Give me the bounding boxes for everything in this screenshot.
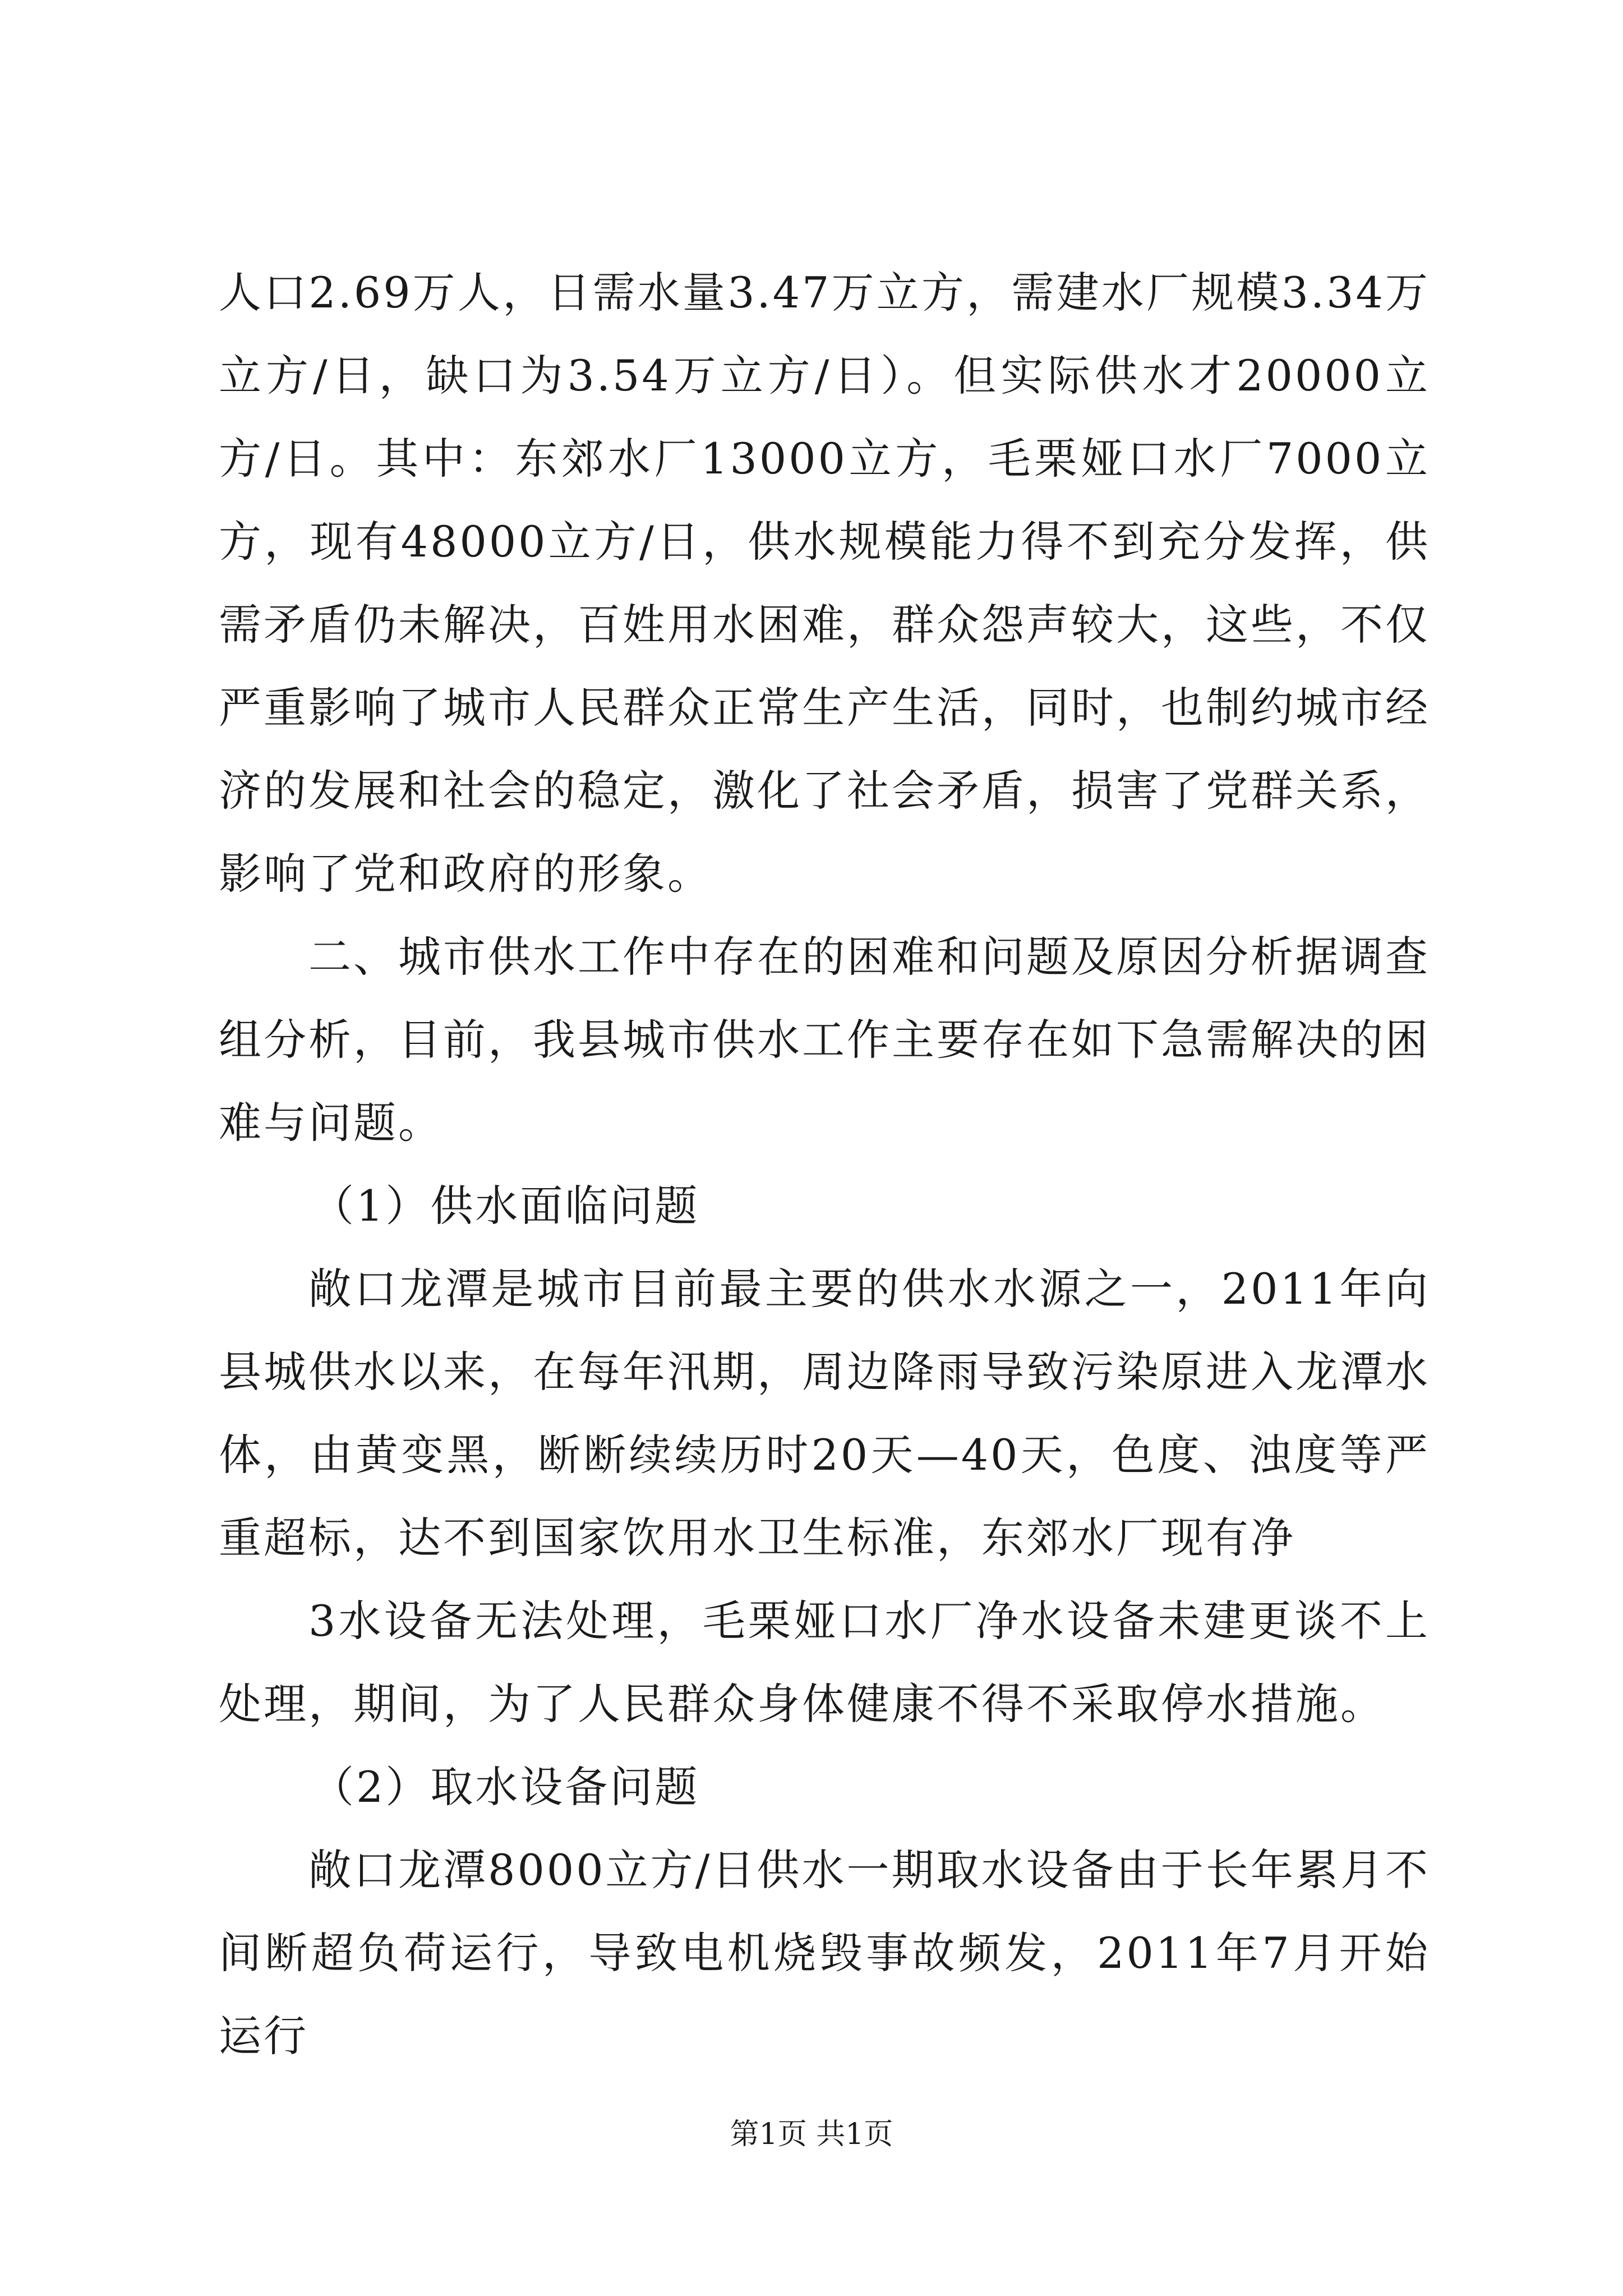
paragraph-section-two-heading: 二、城市供水工作中存在的困难和问题及原因分析据调查组分析，目前，我县城市供水工作主要存在如下急需解决的困难与问题。 (219, 932, 1430, 1148)
paragraph-longtan-pollution: 敞口龙潭是城市目前最主要的供水水源之一，2011年向县城供水以来，在每年汛期，周边降雨导致污染原进入龙潭水体，由黄变黑，断断续续历时20天—40天，色度、浊度等严重超标，达不到国家饮用水卫生标准，东郊水厂现有净 (219, 1264, 1430, 1563)
subheading-supply-problems: （1）供水面临问题 (311, 1181, 700, 1231)
subheading-intake-equipment: （2）取水设备问题 (311, 1762, 700, 1812)
document-body (219, 251, 1430, 2078)
page-footer: 第1页 共1页 (730, 2118, 893, 2151)
paragraph-intake-overload: 敞口龙潭8000立方/日供水一期取水设备由于长年累月不间断超负荷运行，导致电机烧毁事故频发，2011年7月开始运行 (219, 1845, 1430, 2061)
paragraph-treatment-equipment: 3水设备无法处理，毛栗娅口水厂净水设备未建更谈不上处理，期间，为了人民群众身体健康不得不采取停水措施。 (219, 1596, 1430, 1729)
paragraph-population-supply: 人口2.69万人，日需水量3.47万立方，需建水厂规模3.34万立方/日，缺口为3.54万立方/日）。但实际供水才20000立方/日。其中：东郊水厂13000立方，毛栗娅口水厂7000立方，现有48000立方/日，供水规模能力得不到充分发挥，供需矛盾仍未解决，百姓用水困难，群众怨声较大，这些，不仅严重影响了城市人民群众正常生产生活，同时，也制约城市经济的发展和社会的稳定，激化了社会矛盾，损害了党群关系，影响了党和政府的形象。 (219, 268, 1430, 899)
